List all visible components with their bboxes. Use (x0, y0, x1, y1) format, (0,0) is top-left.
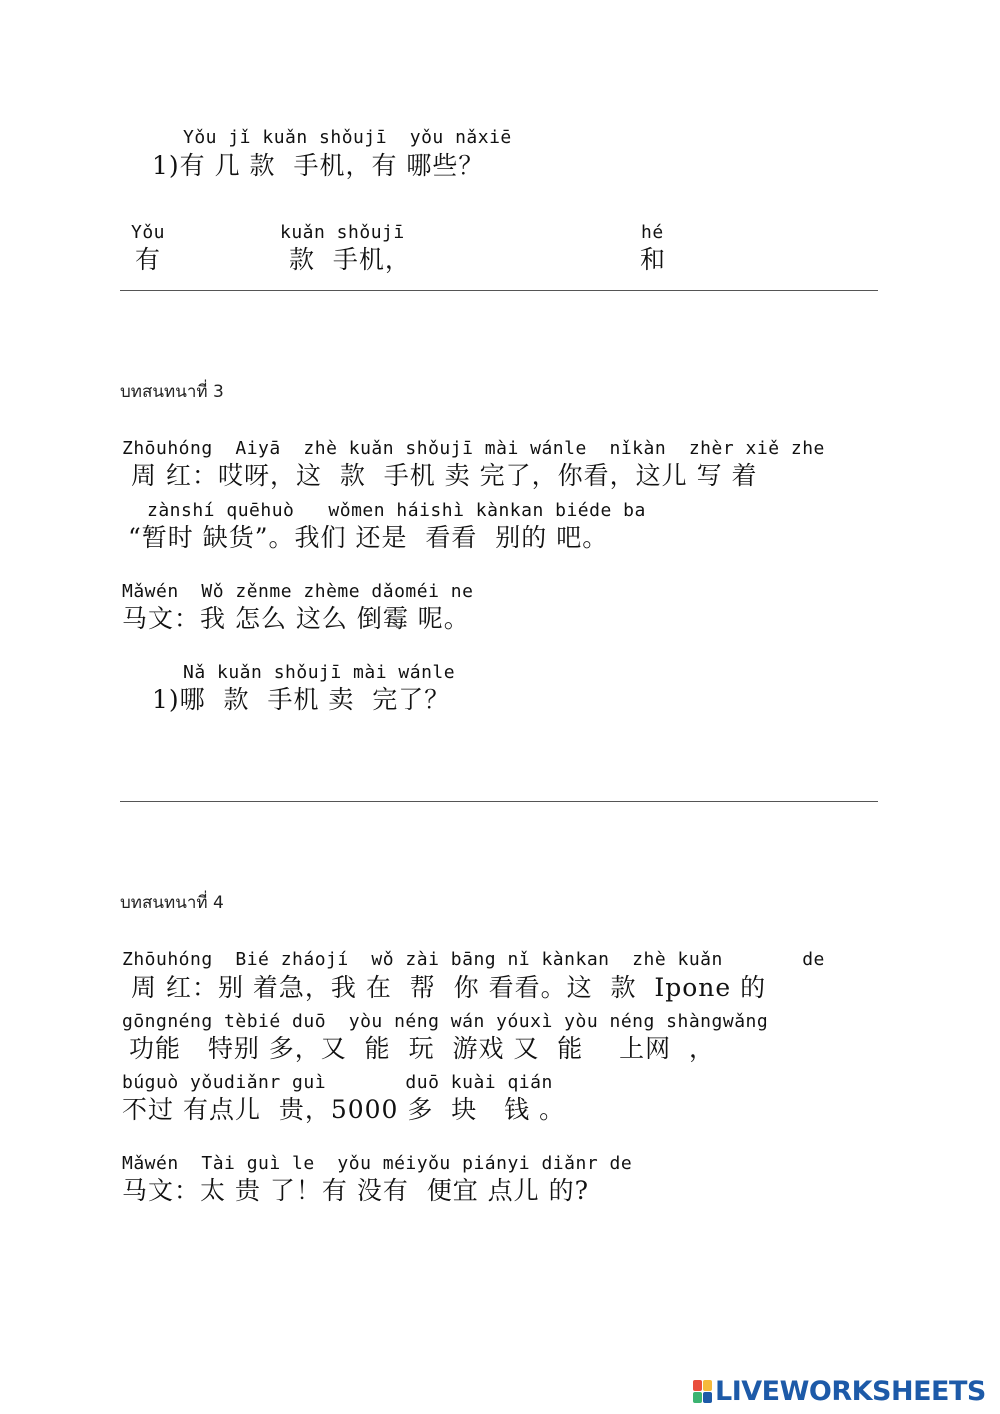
s4-line2-pinyin: gōngnéng tèbié duō yòu néng wán yóuxì yòu néng shàngwǎng (122, 1011, 769, 1032)
q1-pinyin: Yǒu jǐ kuǎn shǒujī yǒu nǎxiē (183, 127, 512, 148)
s3-line3-text: 马文：我 怎么 这么 倒霉 呢。 (122, 604, 470, 633)
a1-pinyin-he: hé (641, 222, 664, 243)
a1-text-kuan: 款 手机， (289, 245, 411, 274)
a1-text-he: 和 (640, 245, 667, 274)
s4-line1-text: 周 红：别 着急，我 在 帮 你 看看。这 款 Ipone 的 (131, 973, 767, 1002)
s3-line1-text: 周 红：哎呀，这 款 手机 卖 完了，你看，这儿 写 着 (131, 461, 758, 490)
logo-mark-icon (693, 1380, 712, 1403)
answer-field-s3[interactable] (120, 755, 878, 789)
a1-pinyin-kuan: kuǎn shǒujī (280, 222, 405, 243)
a1-pinyin-you: Yǒu (131, 222, 166, 243)
divider-1 (120, 290, 878, 291)
s3-question-text: 1)哪 款 手机 卖 完了？ (152, 685, 451, 714)
s4-line1-pinyin: Zhōuhóng Bié zháojí wǒ zài bāng nǐ kànkan zhè kuǎn de (122, 949, 825, 970)
s4-line3-text: 不过 有点儿 贵，5000 多 块 钱 。 (122, 1095, 566, 1124)
answer-blank-count[interactable] (170, 236, 270, 270)
divider-2 (120, 801, 878, 802)
liveworksheets-logo (693, 1376, 993, 1406)
s4-line4-pinyin: Mǎwén Tài guì le yǒu méiyǒu piányi diǎnr de (122, 1153, 633, 1174)
s3-line2-pinyin: zànshí quēhuò wǒmen háishì kànkan biéde ba (147, 500, 646, 521)
s3-line3-pinyin: Mǎwén Wǒ zěnme zhème dǎoméi ne (122, 581, 474, 602)
logo-text: LIVEWORKSHEETS (715, 1375, 986, 1407)
a1-text-you: 有 (135, 245, 162, 274)
s4-line2-text: 功能 特别 多，又 能 玩 游戏 又 能 上网 ， (129, 1034, 715, 1063)
s3-line2-text: “暂时 缺货”。我们 还是 看看 别的 吧。 (128, 523, 609, 552)
s4-line4-text: 马文：太 贵 了！有 没有 便宜 点儿 的? (122, 1176, 590, 1205)
section-3-title: บทสนทนาที่ 3 (120, 382, 224, 402)
section-4-title: บทสนทนาที่ 4 (120, 893, 224, 913)
s4-line3-pinyin: búguò yǒudiǎnr guì duō kuài qián (122, 1072, 553, 1093)
answer-blank-phone-1[interactable] (430, 236, 630, 270)
q1-text: 1)有 几 款 手机，有 哪些？ (152, 151, 485, 180)
s3-line1-pinyin: Zhōuhóng Aiyā zhè kuǎn shǒujī mài wánle nǐkàn zhèr xiě zhe (122, 438, 825, 459)
s3-question-pinyin: Nǎ kuǎn shǒujī mài wánle (183, 662, 456, 683)
answer-blank-phone-2[interactable] (675, 236, 875, 270)
